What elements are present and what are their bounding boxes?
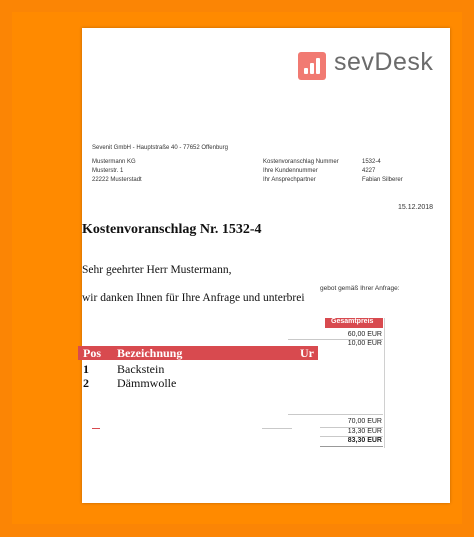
recipient-street: Musterstr. 1 <box>92 168 124 174</box>
meta-label-number: Kostenvoranschlag Nummer <box>263 159 339 165</box>
meta-label-customer: Ihre Kundennummer <box>263 168 318 174</box>
logo-text: sevDesk <box>334 48 434 76</box>
row-price-1: 60,00 EUR <box>347 331 382 338</box>
recipient-company: Mustermann KG <box>92 159 136 165</box>
greeting: Sehr geehrter Herr Mustermann, <box>82 264 232 276</box>
row-price-2: 10,00 EUR <box>347 340 382 347</box>
meta-value-number: 1532-4 <box>362 159 381 165</box>
intro-text: wir danken Ihnen für Ihre Anfrage und unterbrei <box>82 292 305 304</box>
recipient-city: 22222 Musterstadt <box>92 177 142 183</box>
row-label-2: Dämmwolle <box>117 376 177 390</box>
table-border <box>384 318 385 448</box>
total-net: 70,00 EUR <box>347 418 382 425</box>
table-header-left <box>78 346 318 360</box>
document-date: 15.12.2018 <box>398 204 434 211</box>
sender-line: Sevenit GmbH - Hauptstraße 40 - 77652 Offenburg <box>92 145 228 151</box>
divider <box>320 446 383 447</box>
total-tax: 13,30 EUR <box>347 428 382 435</box>
divider <box>288 414 383 415</box>
intro-tail: gebot gemäß Ihrer Anfrage: <box>320 285 400 292</box>
document-title: Kostenvoranschlag Nr. 1532-4 <box>82 222 262 237</box>
meta-value-customer: 4227 <box>362 168 376 174</box>
column-partial: Ur <box>300 346 314 360</box>
bar-chart-icon <box>298 52 326 80</box>
divider <box>262 428 292 429</box>
row-pos-1: 1 <box>83 362 89 376</box>
row-label-1: Backstein <box>117 362 165 376</box>
meta-value-contact: Fabian Silberer <box>362 177 403 183</box>
divider <box>92 428 100 429</box>
column-pos: Pos <box>83 346 101 360</box>
column-bezeichnung: Bezeichnung <box>117 346 183 360</box>
row-pos-2: 2 <box>83 376 89 390</box>
meta-label-contact: Ihr Ansprechpartner <box>263 177 316 183</box>
total-gross: 83,30 EUR <box>347 437 382 444</box>
column-gesamtpreis: Gesamtpreis <box>331 318 374 325</box>
